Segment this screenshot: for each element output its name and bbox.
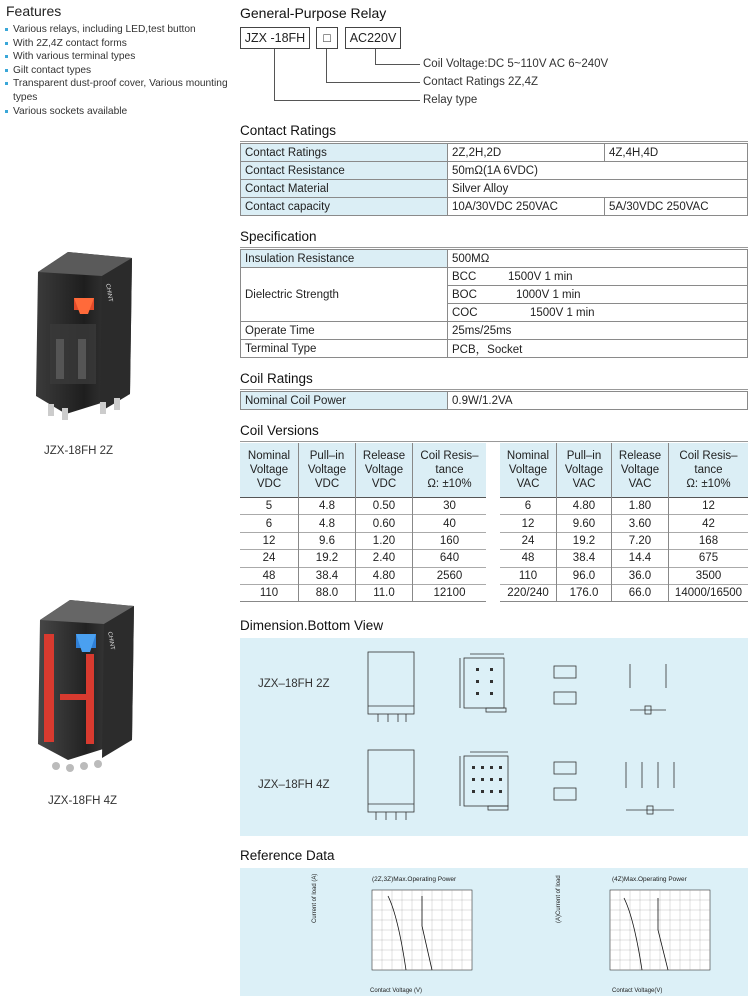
table-row — [241, 198, 748, 216]
cell: Silver Alloy — [448, 180, 748, 198]
list-item: Various sockets available — [4, 105, 229, 119]
table-row — [241, 162, 748, 180]
cell: BCC 1500V 1 min — [448, 268, 748, 286]
table-row: 110 96.0 36.0 3500 — [500, 567, 748, 584]
table-row: 48 38.4 4.80 2560 — [240, 567, 486, 584]
header-release: Release Voltage VAC — [612, 443, 669, 498]
contact-ratings-box: □ — [316, 27, 338, 49]
row-label: Terminal Type — [241, 340, 448, 358]
table-row — [241, 180, 748, 198]
model-code — [240, 27, 660, 49]
cell: 50mΩ(1A 6VDC) — [448, 162, 748, 180]
dimension-panel — [240, 638, 748, 836]
table-row: 12 9.60 3.60 42 — [500, 515, 748, 532]
cell: 10A/30VDC 250VAC — [448, 198, 605, 216]
row-label: Nominal Coil Power — [241, 392, 448, 410]
reference-title: Reference Data — [240, 848, 335, 863]
contact-ratings-title: Contact Ratings — [240, 123, 337, 138]
table-row — [241, 322, 748, 340]
dimension-drawing-2z — [340, 644, 740, 732]
row-label: Contact Material — [241, 180, 448, 198]
chart-xlabel-2z: Contact Voltage (V) — [370, 988, 423, 994]
coil-ratings-table — [240, 391, 748, 410]
table-row: 220/240 176.0 66.0 14000/16500 — [500, 584, 748, 601]
coil-versions-title: Coil Versions — [240, 423, 319, 438]
chart-title-4z: (4Z)Max.Operating Power — [612, 876, 687, 883]
cell: 25ms/25ms — [448, 322, 748, 340]
table-row: 24 19.2 2.40 640 — [240, 550, 486, 567]
cell: BOC 1000V 1 min — [448, 286, 748, 304]
svg-text:CHINT: CHINT — [106, 631, 116, 651]
list-item: With various terminal types — [4, 50, 229, 64]
legend-contact-ratings: Contact Ratings 2Z,4Z — [423, 76, 539, 88]
chart-xlabel-4z: Contact Voltage(V) — [612, 988, 663, 994]
cell: 2Z,2H,2D — [448, 144, 605, 162]
table-row: 48 38.4 14.4 675 — [500, 550, 748, 567]
dimension-drawing-4z — [340, 744, 740, 832]
row-label: Operate Time — [241, 322, 448, 340]
page-title: General-Purpose Relay — [240, 5, 387, 21]
table-row: 6 4.80 1.80 12 — [500, 498, 748, 515]
contact-ratings-table — [240, 143, 748, 216]
cell: 0.9W/1.2VA — [448, 392, 748, 410]
header-pullin: Pull–in Voltage VDC — [299, 443, 356, 498]
row-label: Contact Ratings — [241, 144, 448, 162]
table-row: 5 4.8 0.50 30 — [240, 498, 486, 515]
row-label: Contact Resistance — [241, 162, 448, 180]
table-row — [241, 268, 748, 286]
row-label: Insulation Resistance — [241, 250, 448, 268]
header-nominal: Nominal Voltage VDC — [240, 443, 299, 498]
row-label: Contact capacity — [241, 198, 448, 216]
product-caption-4z: JZX-18FH 4Z — [48, 795, 118, 807]
header-pullin: Pull–in Voltage VAC — [557, 443, 612, 498]
table-row — [241, 340, 748, 358]
header-resistance: Coil Resis– tance Ω: ±10% — [669, 443, 749, 498]
list-item: With 2Z,4Z contact forms — [4, 37, 229, 51]
chart-2z — [358, 886, 478, 986]
coil-voltage-box: AC220V — [345, 27, 401, 49]
chart-4z — [596, 886, 716, 986]
reference-panel — [240, 868, 748, 996]
legend-coil-voltage: Coil Voltage:DC 5~110V AC 6~240V — [423, 58, 609, 70]
list-item: Gilt contact types — [4, 64, 229, 78]
svg-text:CHINT: CHINT — [104, 283, 114, 303]
table-row: 110 88.0 11.0 12100 — [240, 584, 486, 601]
coil-ratings-title: Coil Ratings — [240, 371, 313, 386]
table-row: 6 4.8 0.60 40 — [240, 515, 486, 532]
row-label: Dielectric Strength — [241, 268, 448, 322]
specification-title: Specification — [240, 229, 317, 244]
legend-relay-type: Relay type — [423, 94, 478, 106]
table-row — [241, 250, 748, 268]
cell: 5A/30VDC 250VAC — [605, 198, 748, 216]
features-list — [4, 23, 229, 118]
header-release: Release Voltage VDC — [356, 443, 413, 498]
chart-ylabel-4z: (A)Current of load — [556, 875, 562, 923]
specification-table — [240, 249, 748, 358]
table-header-row — [500, 443, 748, 498]
list-item: Transparent dust-proof cover, Various mounting types — [4, 77, 229, 104]
cell: PCB，Socket — [448, 340, 748, 358]
relay-4z-image — [30, 594, 142, 774]
cell: COC 1500V 1 min — [448, 304, 748, 322]
coil-versions-ac-table — [500, 443, 748, 602]
features-title: Features — [6, 3, 62, 19]
cell: 4Z,4H,4D — [605, 144, 748, 162]
product-caption-2z: JZX-18FH 2Z — [44, 445, 114, 457]
model-code-box: JZX -18FH — [240, 27, 310, 49]
header-nominal: Nominal Voltage VAC — [500, 443, 557, 498]
coil-versions-dc-table — [240, 443, 486, 602]
list-item: Various relays, including LED,test button — [4, 23, 229, 37]
table-row: 12 9.6 1.20 160 — [240, 532, 486, 549]
dimension-label-4z: JZX–18FH 4Z — [258, 779, 330, 791]
cell: 500MΩ — [448, 250, 748, 268]
header-resistance: Coil Resis– tance Ω: ±10% — [413, 443, 487, 498]
table-row: 24 19.2 7.20 168 — [500, 532, 748, 549]
chart-ylabel-2z: Current of load (A) — [312, 873, 318, 923]
table-row — [241, 144, 748, 162]
chart-title-2z: (2Z,3Z)Max.Operating Power — [372, 876, 457, 883]
table-header-row — [240, 443, 486, 498]
dimension-title: Dimension.Bottom View — [240, 618, 384, 633]
dimension-label-2z: JZX–18FH 2Z — [258, 678, 330, 690]
relay-2z-image — [28, 244, 140, 424]
table-row — [241, 392, 748, 410]
